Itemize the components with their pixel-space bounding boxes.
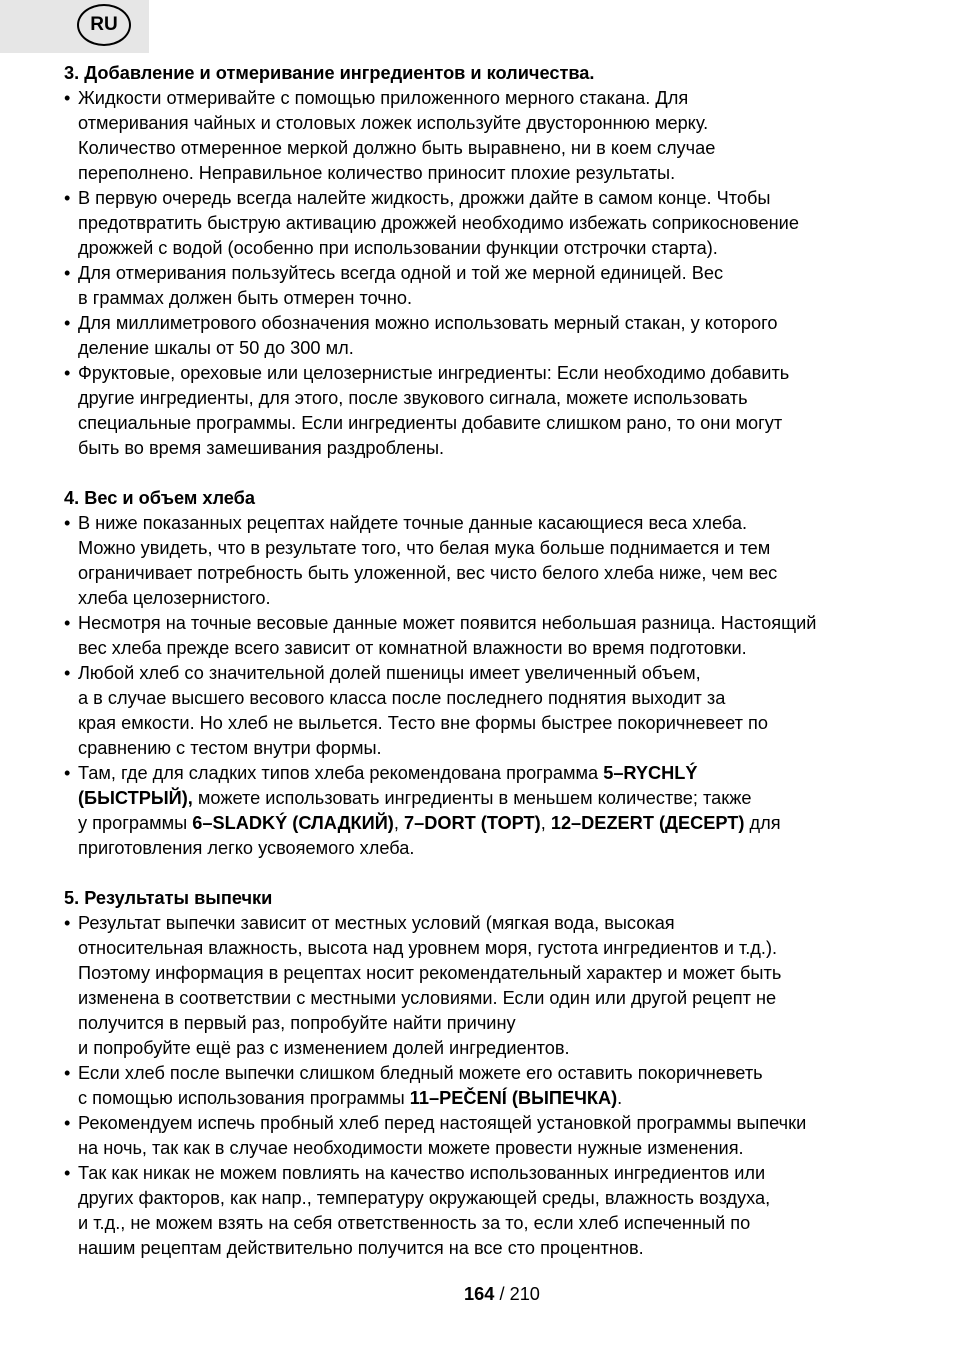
bullet-list (64, 86, 894, 461)
list-item: • Фруктовые, ореховые или целозернистые ингредиенты: Если необходимо добавить другие ингредиенты, для этого, после звукового сигнала, можете использовать специальные программы. Если ингредиенты добавите слишком рано, то они могут быть во время замешивания раздроблены. (64, 361, 894, 461)
program-name: 11–PEČENÍ (ВЫПЕЧКА) (409, 1088, 618, 1108)
page-number: 164 / 210 (464, 1284, 540, 1304)
list-item: • Так как никак не можем повлиять на качество использованных ингредиентов или других факторов, как напр., температуру окружающей среды, влажность воздуха, и т.д., не можем взять на себя ответственность за то, если хлеб испеченный по нашим рецептам действительно получится на все сто процентнов. (64, 1161, 894, 1261)
program-name: 12–DEZERT (ДЕСЕРТ) (550, 813, 745, 833)
list-item: • Жидкости отмеривайте с помощью приложенного мерного стакана. Для отмеривания чайных и столовых ложек используйте двустороннюю мерку. Количество отмеренное меркой должно быть выравнено, ни в коем случае переполнено. Неправильное количество приносит плохие результаты. (64, 86, 894, 186)
page-content (64, 61, 894, 1261)
list-item: • Для отмеривания пользуйтесь всегда одной и той же мерной единицей. Вес в граммах должен быть отмерен точно. (64, 261, 894, 311)
language-badge: RU (77, 4, 131, 46)
list-item: • Несмотря на точные весовые данные может появится небольшая разница. Настоящий вес хлеба прежде всего зависит от комнатной влажности во время подготовки. (64, 611, 894, 661)
list-item: • В первую очередь всегда налейте жидкость, дрожжи дайте в самом конце. Чтобы предотвратить быструю активацию дрожжей необходимо избежать соприкосновение дрожжей с водой (особенно при использовании функции отстрочки старта). (64, 186, 894, 261)
section-heading: 3. Добавление и отмеривание ингредиентов и количества. (64, 63, 595, 83)
bullet-list (64, 911, 894, 1261)
bullet-list (64, 511, 894, 861)
current-page: 164 (464, 1284, 495, 1304)
section-3 (64, 61, 894, 461)
program-name: 5–RYCHLÝ (603, 763, 698, 783)
section-heading: 5. Результаты выпечки (64, 888, 273, 908)
language-tab (0, 0, 149, 53)
program-name: (БЫСТРЫЙ), (78, 788, 193, 808)
program-name: 6–SLADKÝ (СЛАДКИЙ) (192, 813, 394, 833)
list-item: • Для миллиметрового обозначения можно использовать мерный стакан, у которого деление шкалы от 50 до 300 мл. (64, 311, 894, 361)
section-5 (64, 886, 894, 1261)
total-pages: 210 (509, 1284, 540, 1304)
section-heading: 4. Вес и объем хлеба (64, 488, 256, 508)
list-item: • Любой хлеб со значительной долей пшеницы имеет увеличенный объем, а в случае высшего весового класса после последнего поднятия выходит за края емкости. Но хлеб не выльется. Тесто вне формы быстрее покоричневеет по сравнению с тестом внутри формы. (64, 661, 894, 761)
list-item: • В ниже показанных рецептах найдете точные данные касающиеся веса хлеба. Можно увидеть, что в результате того, что белая мука больше поднимается и тем ограничивает потребность быть уложенной, вес чисто белого хлеба ниже, чем вес хлеба целозернистого. (64, 511, 894, 611)
program-name: 7–DORT (ТОРТ) (403, 813, 541, 833)
list-item-baking: • Если хлеб после выпечки слишком бледный можете его оставить покоричневеть с помощью использования программы 11–PEČENÍ (ВЫПЕЧКА). (64, 1061, 894, 1111)
list-item-programs: • Там, где для сладких типов хлеба рекомендована программа 5–RYCHLÝ (БЫСТРЫЙ), можете использовать ингредиенты в меньшем количестве; также у программы 6–SLADKÝ (СЛАДКИЙ), 7–DORT (ТОРТ), 12–DEZERT (ДЕСЕРТ) для приготовления легко усвояемого хлеба. (64, 761, 894, 861)
list-item: • Результат выпечки зависит от местных условий (мягкая вода, высокая относительная влажность, высота над уровнем моря, густота ингредиентов и т.д.). Поэтому информация в рецептах носит рекомендательный характер и может быть изменена в соответствии с местными условиями. Если один или другой рецепт не получится в первый раз, попробуйте найти причину и попробуйте ещё раз с изменением долей ингредиентов. (64, 911, 894, 1061)
list-item: • Рекомендуем испечь пробный хлеб перед настоящей установкой программы выпечки на ночь, так как в случае необходимости можете провести нужные изменения. (64, 1111, 894, 1161)
section-4 (64, 486, 894, 861)
